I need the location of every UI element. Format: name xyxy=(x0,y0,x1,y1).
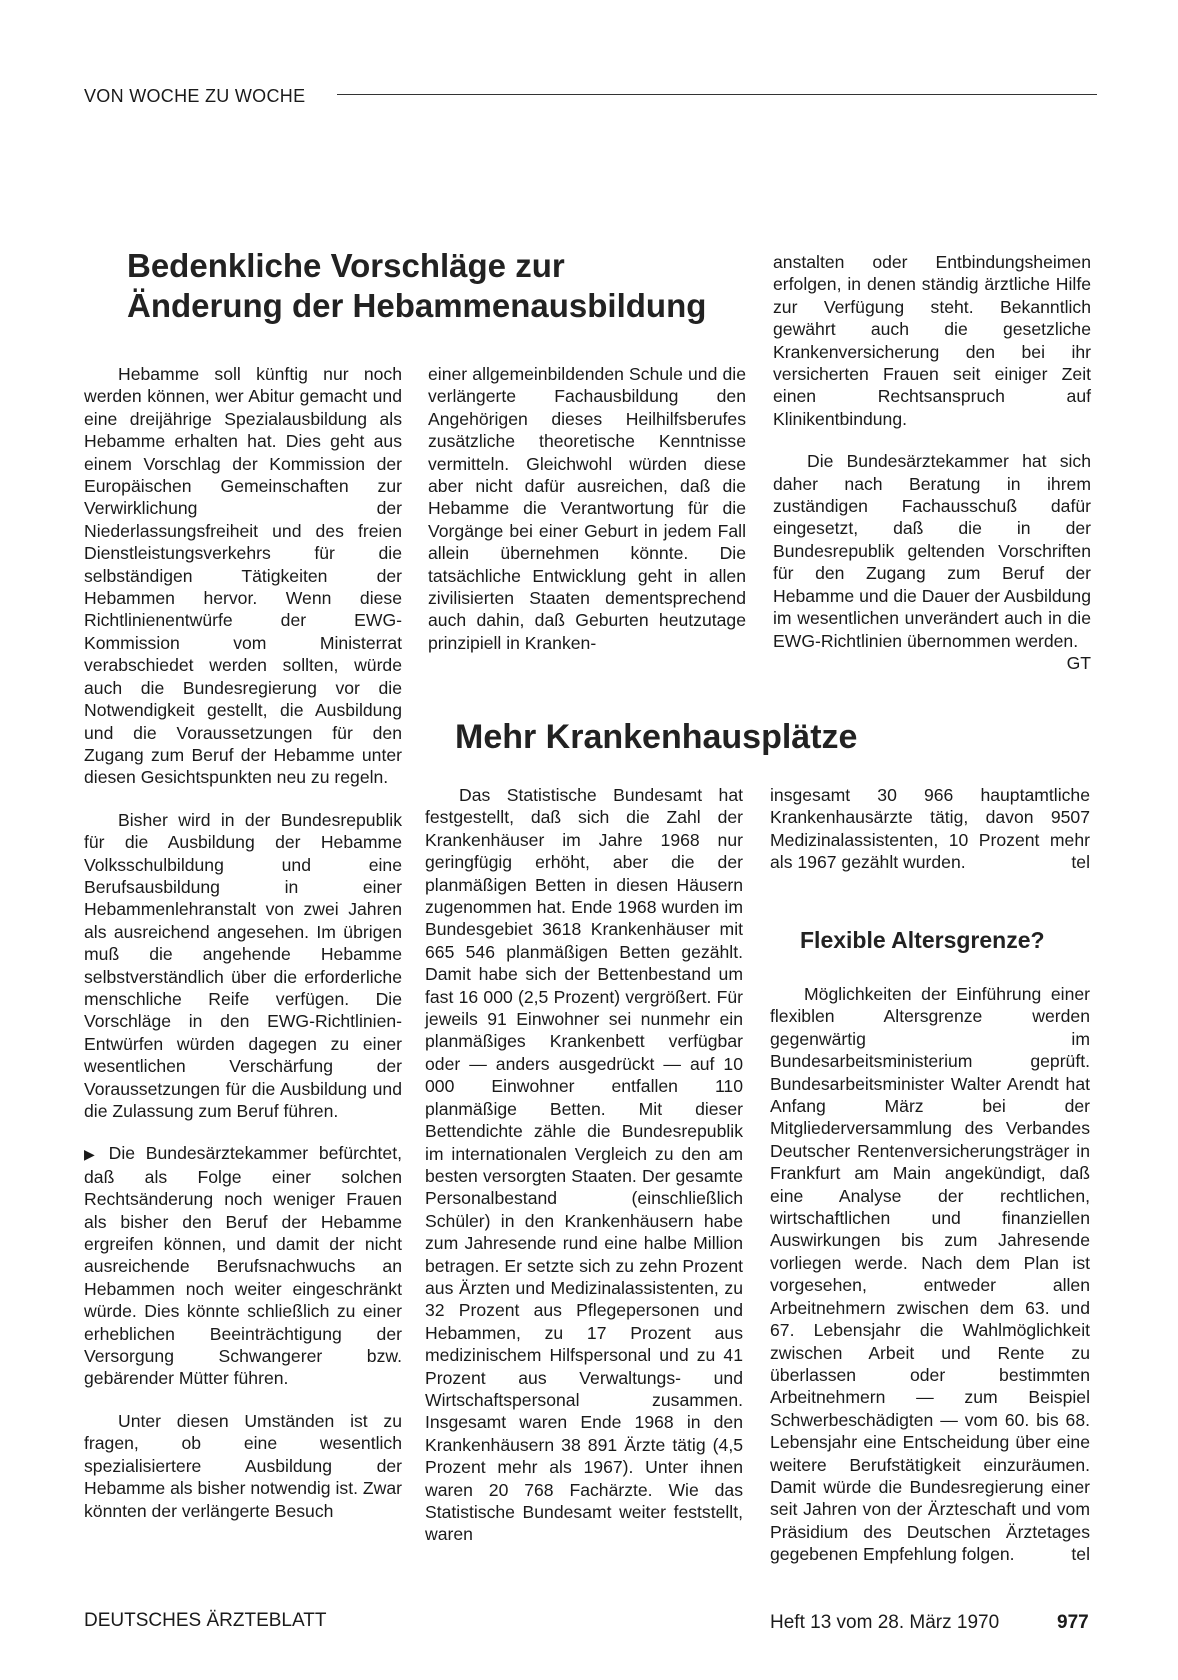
footer-issue: Heft 13 vom 28. März 1970 xyxy=(770,1612,1000,1633)
article1-paragraph-2: Bisher wird in der Bundesrepublik für die Ausbildung der Hebamme Volksschulbildung und eine Berufsausbildung in einer Hebammenlehranstalt von zwei Jahren als ausreichend angesehen. Im übrigen muß die angehende Hebamme selbstverständlich über die erforderliche menschliche Reife verfügen. Die Vorschläge in den EWG-Richtlinien-Entwürfen würden dagegen zu einer wesentlichen Verschärfung der Voraussetzungen für die Ausbildung und die Zulassung zum Beruf führen. xyxy=(84,809,402,1121)
article1-signature: GT xyxy=(1066,652,1091,673)
title-line-1: Bedenkliche Vorschläge zur xyxy=(127,247,565,284)
article2-paragraph-1-continued-text: insgesamt 30 966 hauptamtliche Krankenhausärzte tätig, davon 9507 Medizinalassistenten, 10 Prozent mehr als 1967 gezählt wurden. xyxy=(770,785,1090,873)
article1-column-1 xyxy=(84,363,402,1522)
article1-paragraph-4-continued-2: anstalten oder Entbindungsheimen erfolgen, in denen ständig ärztliche Hilfe zur Verfügung steht. Bekanntlich gewährt auch die gesetzliche Krankenversicherung den bei ihr versicherten Frauen seit einiger Zeit einen Rechtsanspruch auf Klinikentbindung. xyxy=(773,252,1091,429)
article2-paragraph-1-continued xyxy=(770,784,1090,874)
article1-paragraph-5-text: Die Bundesärztekammer hat sich daher nach Beratung in ihrem zuständigen Fachausschuß dafür eingesetzt, daß die in der Bundesrepublik geltenden Vorschriften für den Zugang zum Beruf der Hebamme und die Dauer der Ausbildung im wesentlichen unverändert auch in die EWG-Richtlinien übernommen werden. xyxy=(773,451,1091,651)
article-title-hebammenausbildung xyxy=(127,246,767,326)
article-title-altersgrenze: Flexible Altersgrenze? xyxy=(800,927,1045,953)
article1-paragraph-3-text: Die Bundesärztekammer befürchtet, daß als Folge einer solchen Rechtsänderung noch weniger Frauen als bisher den Beruf der Hebamme ergreifen können, und damit der nicht ausreichende Berufsnachwuchs an Hebammen noch weiter eingeschränkt würde. Dies könnte schließlich zu einer erheblichen Beeinträchtigung der Versorgung Schwangerer bzw. gebärender Mütter führen. xyxy=(84,1143,402,1389)
footer-journal-name: DEUTSCHES ÄRZTEBLATT xyxy=(84,1610,327,1631)
article3-signature: tel xyxy=(1071,1544,1090,1565)
article1-column-3 xyxy=(773,251,1091,674)
article-title-krankenhausplaetze: Mehr Krankenhausplätze xyxy=(455,718,858,756)
article2-paragraph-1: Das Statistische Bundesamt hat festgestellt, daß sich die Zahl der Krankenhäuser im Jahre 1968 nur geringfügig erhöht, aber die der planmäßigen Betten in diesen Häusern zugenommen hat. Ende 1968 wurden im Bundesgebiet 3618 Krankenhäuser mit 665 546 planmäßigen Betten gezählt. Damit habe sich der Bettenbestand um fast 16 000 (2,5 Prozent) vergrößert. Für jeweils 91 Einwohner sei nunmehr ein planmäßiges Krankenbett verfügbar oder — anders ausgedrückt — auf 10 000 Einwohner entfallen 110 planmäßige Betten. Mit dieser Bettendichte zähle die Bundesrepublik im internationalen Vergleich zu den am besten versorgten Staaten. Der gesamte Personalbestand (einschließlich Schüler) in den Krankenhäusern habe zum Jahresende rund eine halbe Million betragen. Er setzte sich zu zehn Prozent aus Ärzten und Medizinalassistenten, zu 32 Prozent aus Pflegepersonen und Hebammen, zu 17 Prozent aus medizinischem Hilfspersonal und zu 41 Prozent aus Verwaltungs- und Wirtschaftspersonal zusammen. Insgesamt waren Ende 1968 in den Krankenhäusern 38 891 Ärzte tätig (4,5 Prozent mehr als 1967). Unter ihnen waren 20 768 Fachärzte. Wie das Statistische Bundesamt weiter feststellt, waren xyxy=(425,785,743,1545)
article1-paragraph-3 xyxy=(84,1142,402,1389)
article1-paragraph-5 xyxy=(773,450,1091,673)
section-label: VON WOCHE ZU WOCHE xyxy=(84,86,306,106)
article1-paragraph-1: Hebamme soll künftig nur noch werden können, wer Abitur gemacht und eine dreijährige Spezialausbildung als Hebamme erhalten hat. Dies geht aus einem Vorschlag der Kommission der Europäischen Gemeinschaften zur Verwirklichung der Niederlassungsfreiheit und des freien Dienstleistungsverkehrs für die selbständigen Tätigkeiten der Hebammen hervor. Wenn diese Richtlinienentwürfe der EWG-Kommission vom Ministerrat verabschiedet werden sollten, würde auch die Bundesregierung vor die Notwendigkeit gestellt, die Ausbildung und die Voraussetzungen für den Zugang zum Beruf der Hebamme unter diesen Gesichtspunkten neu zu regeln. xyxy=(84,364,402,788)
article2-column-1 xyxy=(425,784,743,1546)
bullet-arrow-icon: ▶ xyxy=(84,1146,101,1163)
article3-column xyxy=(770,983,1090,1566)
header-rule xyxy=(337,94,1097,95)
article2-column-2 xyxy=(770,784,1090,874)
article1-column-2 xyxy=(428,363,746,654)
article3-paragraph-1 xyxy=(770,983,1090,1566)
article2-signature: tel xyxy=(1071,852,1090,873)
title-line-2: Änderung der Hebammenausbildung xyxy=(127,287,707,324)
footer-page-number: 977 xyxy=(1057,1612,1089,1633)
article3-paragraph-1-text: Möglichkeiten der Einführung einer flexiblen Altersgrenze werden gegenwärtig im Bundesarbeitsministerium geprüft. Bundesarbeitsminister Walter Arendt hat Anfang März bei der Mitgliederversammlung des Verbandes Deutscher Rentenversicherungsträger in Frankfurt am Main angekündigt, daß eine Analyse der rechtlichen, wirtschaftlichen und finanziellen Auswirkungen bis zum Jahresende vorliegen werde. Nach dem Plan ist vorgesehen, entweder allen Arbeitnehmern zwischen dem 63. und 67. Lebensjahr die Wahlmöglichkeit zwischen Arbeit und Rente zu überlassen oder bestimmten Arbeitnehmern — zum Beispiel Schwerbeschädigten — vom 60. bis 68. Lebensjahr eine Entscheidung über eine weitere Berufstätigkeit einzuräumen. Damit würde die Bundesregierung einer seit Jahren von der Ärzteschaft und vom Präsidium des Deutschen Ärztetages gegebenen Empfehlung folgen. xyxy=(770,984,1090,1565)
article1-paragraph-4-continued: einer allgemeinbildenden Schule und die verlängerte Fachausbildung den Angehörigen dieses Heilhilfsberufes zusätzliche theoretische Kenntnisse vermitteln. Gleichwohl würden diese aber nicht dafür ausreichen, daß die Hebamme die Verantwortung für die Vorgänge bei einer Geburt in jedem Fall allein übernehmen könnte. Die tatsächliche Entwicklung geht in allen zivilisierten Staaten dementsprechend auch dahin, daß Geburten heutzutage prinzipiell in Kranken- xyxy=(428,364,746,653)
article1-paragraph-4: Unter diesen Umständen ist zu fragen, ob eine wesentlich spezialisiertere Ausbildung der Hebamme als bisher notwendig ist. Zwar könnten der verlängerte Besuch xyxy=(84,1410,402,1521)
